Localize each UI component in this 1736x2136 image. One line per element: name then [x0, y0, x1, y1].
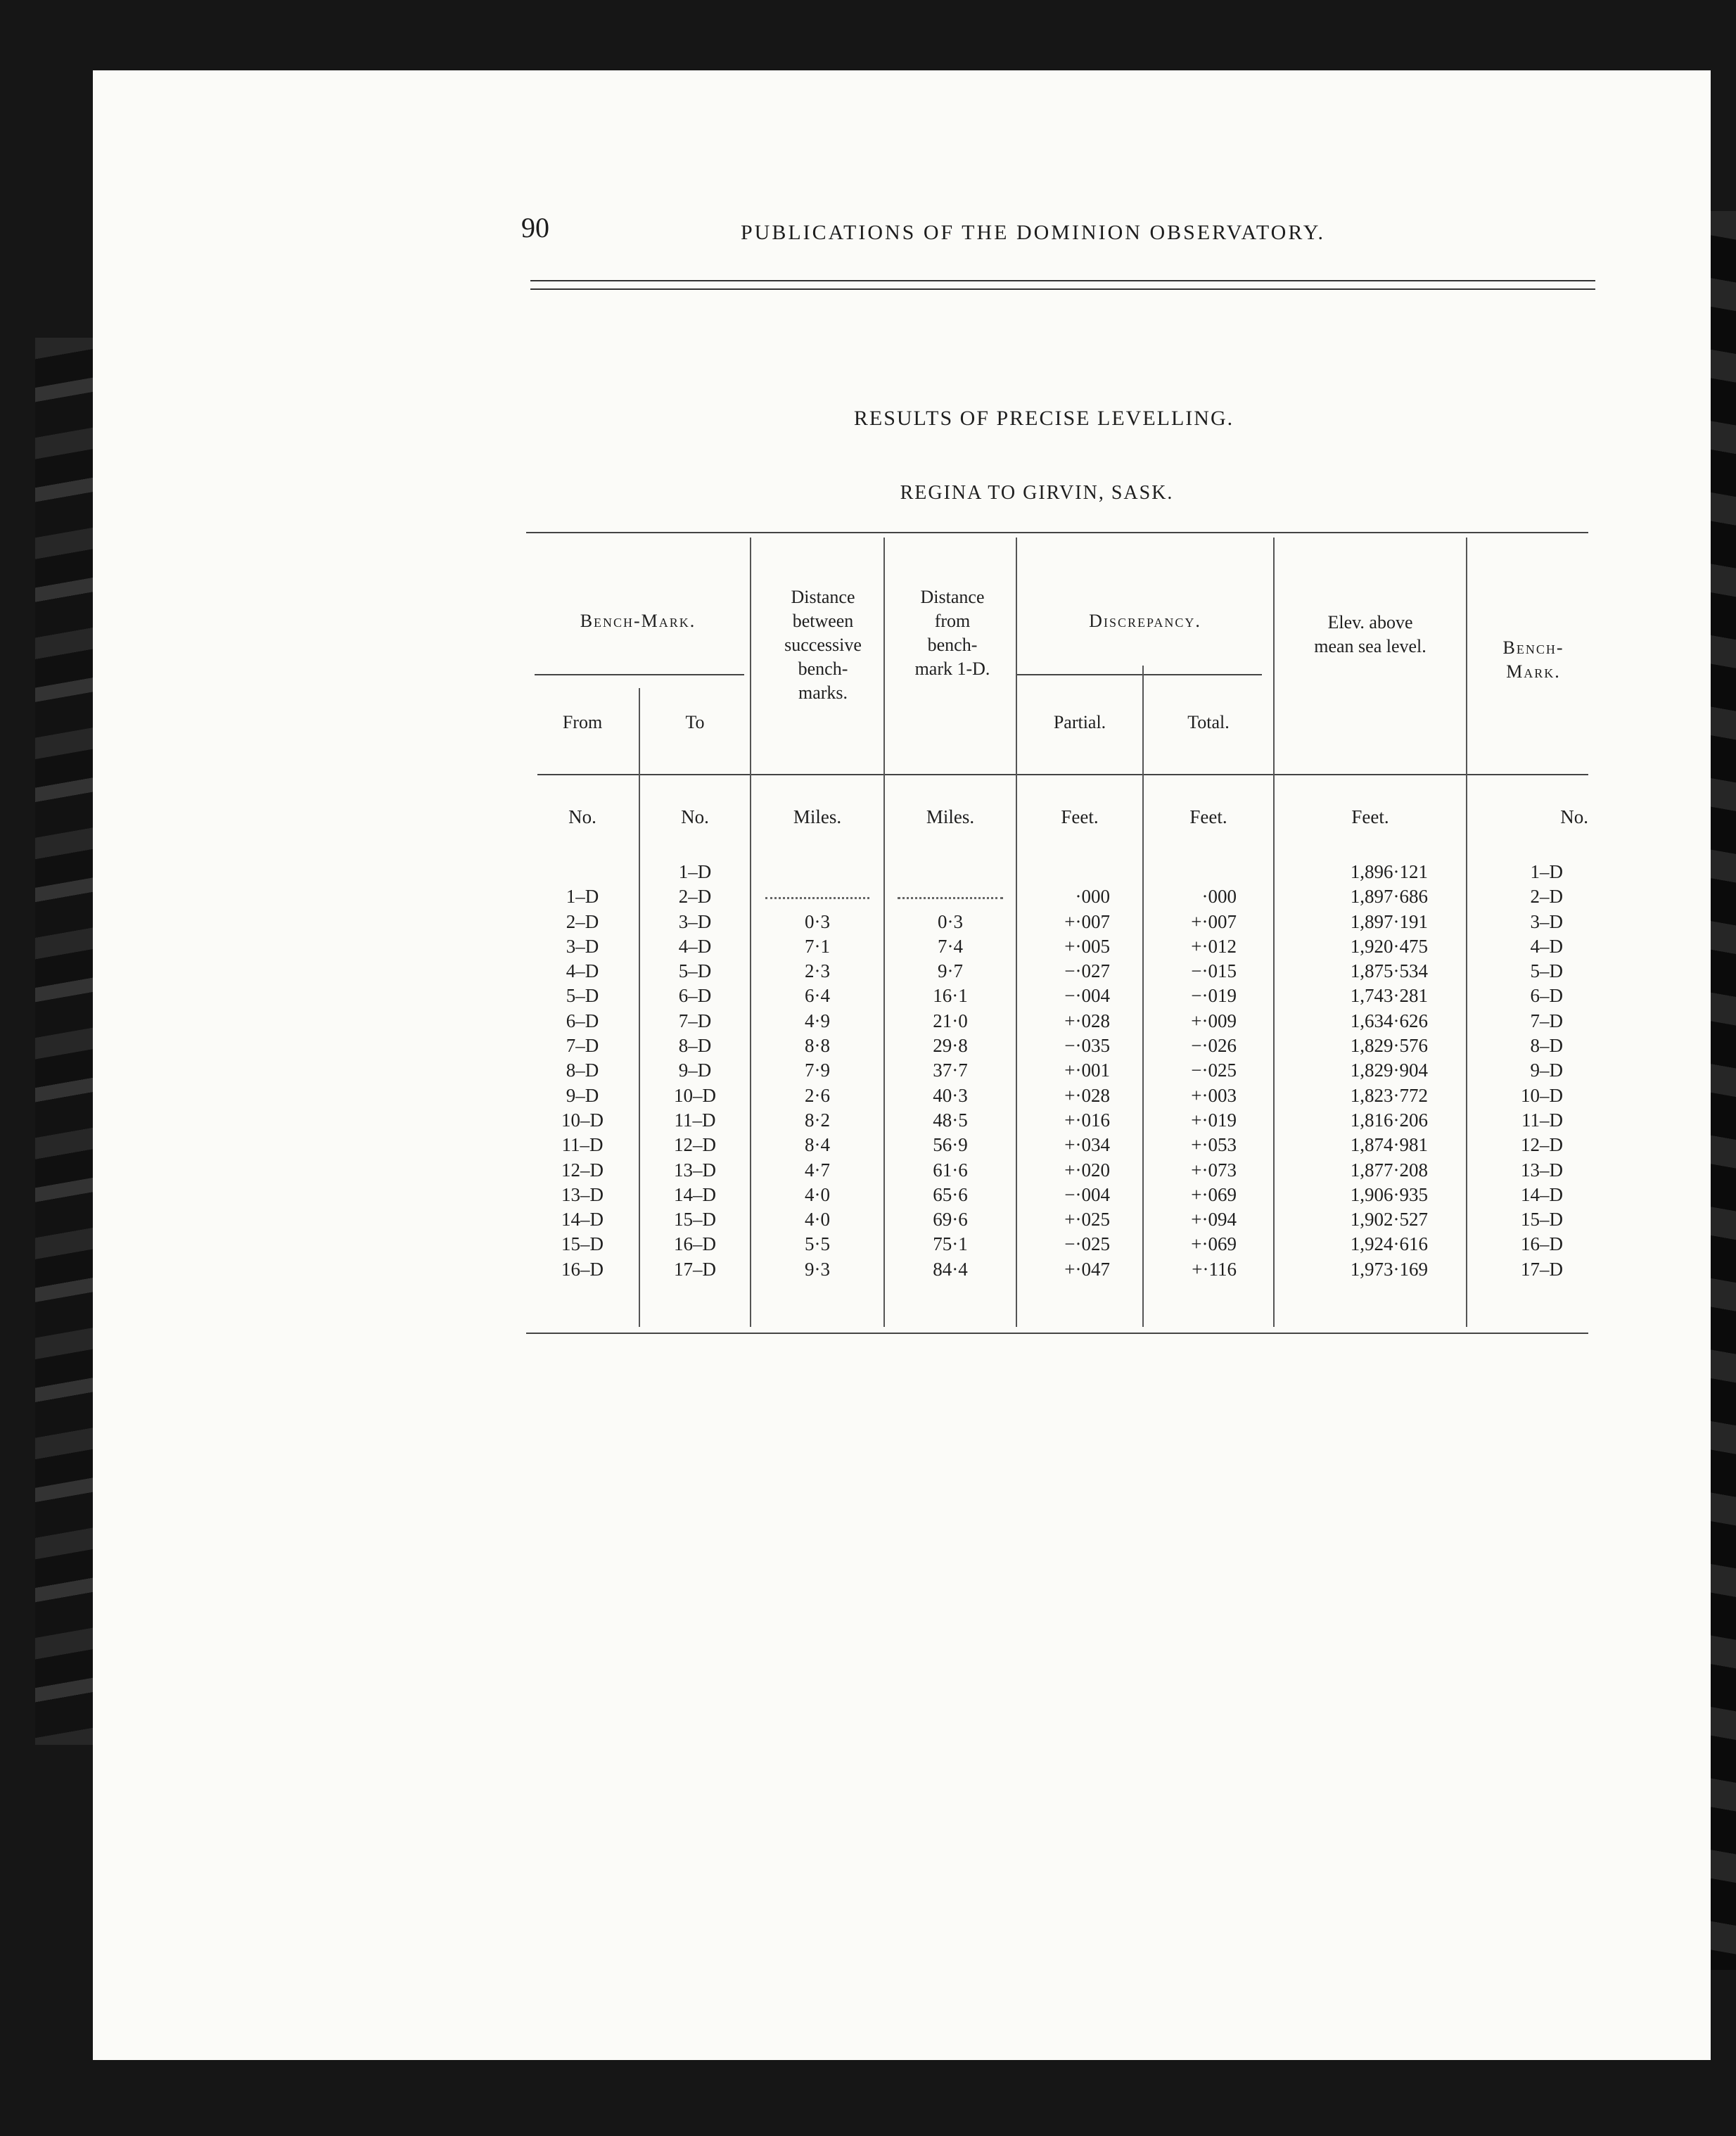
running-head — [521, 211, 1595, 253]
header-bench-mark-right: Bench-Mark. — [1502, 637, 1564, 682]
distance-from-cell: 48·5 — [933, 1109, 968, 1131]
bench-mark-cell: 8–D — [1530, 1035, 1563, 1057]
elevation-cell: 1,897·191 — [1350, 910, 1428, 932]
partial-cell: +·016 — [1064, 1109, 1110, 1131]
bench-mark-cell: 16–D — [1521, 1233, 1563, 1255]
bench-mark-cell: 10–D — [1521, 1084, 1563, 1106]
elevation-cell: 1,924·616 — [1350, 1233, 1428, 1255]
total-cell: +·053 — [1191, 1134, 1237, 1156]
distance-between-cell: 7·1 — [805, 935, 830, 957]
elevation-cell: 1,634·626 — [1350, 1010, 1428, 1031]
to-cell: 11–D — [674, 1109, 716, 1131]
table-subtitle: REGINA TO GIRVIN, SASK. — [900, 482, 1174, 504]
unit-partial: Feet. — [1061, 806, 1099, 827]
elevation-cell: 1,875·534 — [1350, 960, 1428, 982]
table-row — [526, 1133, 1588, 1157]
dotted-leader — [765, 897, 869, 899]
partial-cell: +·034 — [1064, 1134, 1110, 1156]
distance-from-cell: 16·1 — [933, 985, 968, 1007]
table-row — [526, 1232, 1588, 1257]
table-row — [526, 884, 1588, 909]
table-row — [526, 1158, 1588, 1183]
marbled-edge-left — [35, 338, 98, 1745]
table-row — [526, 1083, 1588, 1108]
header-bottom-rule — [537, 774, 1588, 775]
distance-between-cell: 8·8 — [805, 1035, 830, 1057]
from-cell: 10–D — [561, 1109, 604, 1131]
distance-between-cell: 7·9 — [805, 1060, 830, 1081]
table-row — [526, 1058, 1588, 1083]
bench-mark-cell: 9–D — [1530, 1060, 1563, 1081]
total-cell: −·019 — [1191, 985, 1237, 1007]
from-cell: 5–D — [566, 985, 599, 1007]
distance-from-cell: 7·4 — [938, 935, 963, 957]
from-cell: 2–D — [566, 910, 599, 932]
from-cell: 15–D — [561, 1233, 604, 1255]
distance-from-cell: 37·7 — [933, 1060, 968, 1081]
bench-mark-cell: 11–D — [1521, 1109, 1563, 1131]
unit-bench-mark: No. — [1560, 806, 1588, 827]
discrepancy-underline — [1017, 674, 1262, 675]
dotted-leader — [898, 897, 1003, 899]
bench-mark-cell: 6–D — [1530, 985, 1563, 1007]
elevation-cell: 1,829·904 — [1350, 1060, 1428, 1081]
total-cell: +·007 — [1191, 910, 1237, 932]
from-cell: 13–D — [561, 1183, 604, 1205]
table-title: RESULTS OF PRECISE LEVELLING. — [853, 407, 1234, 430]
table-row — [526, 1257, 1588, 1282]
to-cell: 14–D — [674, 1183, 716, 1205]
total-cell: +·069 — [1191, 1233, 1237, 1255]
from-cell: 3–D — [566, 935, 599, 957]
distance-from-cell: 65·6 — [933, 1183, 968, 1205]
elevation-cell: 1,877·208 — [1350, 1159, 1428, 1181]
total-cell: +·019 — [1191, 1109, 1237, 1131]
to-cell: 15–D — [674, 1209, 716, 1231]
table-row — [526, 910, 1588, 934]
bench-mark-cell: 3–D — [1530, 910, 1563, 932]
header-double-rule — [530, 280, 1595, 290]
distance-between-cell: 4·0 — [805, 1183, 830, 1205]
distance-from-cell: 40·3 — [933, 1084, 968, 1106]
from-cell: 7–D — [566, 1035, 599, 1057]
total-cell: +·069 — [1191, 1183, 1237, 1205]
to-cell: 4–D — [678, 935, 712, 957]
from-cell: 6–D — [566, 1010, 599, 1031]
header-total: Total. — [1187, 712, 1230, 732]
header-from: From — [562, 712, 603, 732]
distance-between-cell: 9·3 — [805, 1258, 830, 1280]
bench-mark-cell: 17–D — [1521, 1258, 1563, 1280]
unit-from: No. — [568, 806, 596, 827]
to-cell: 7–D — [678, 1010, 712, 1031]
distance-between-cell: 8·4 — [805, 1134, 830, 1156]
bench-mark-cell: 12–D — [1521, 1134, 1563, 1156]
partial-cell: ·000 — [1075, 886, 1110, 908]
distance-between-cell: 6·4 — [805, 985, 830, 1007]
elevation-cell: 1,816·206 — [1350, 1109, 1428, 1131]
total-cell: +·116 — [1192, 1258, 1237, 1280]
header-elevation: Elev. above mean sea level. — [1314, 612, 1427, 656]
to-cell: 6–D — [678, 985, 712, 1007]
journal-title: PUBLICATIONS OF THE DOMINION OBSERVATORY. — [741, 221, 1325, 244]
total-cell: −·025 — [1191, 1060, 1237, 1081]
table-bottom-rule — [526, 1333, 1588, 1334]
total-cell: +·009 — [1191, 1010, 1237, 1031]
distance-between-cell: 0·3 — [805, 910, 830, 932]
header-distance-between: Distance between successive bench-marks. — [784, 587, 862, 703]
unit-distance-from: Miles. — [926, 806, 975, 827]
to-cell: 1–D — [678, 861, 712, 882]
from-cell: 9–D — [566, 1084, 599, 1106]
table-row — [526, 984, 1588, 1008]
partial-cell: +·028 — [1064, 1010, 1110, 1031]
unit-elevation: Feet. — [1351, 806, 1389, 827]
table-row — [526, 1108, 1588, 1133]
from-cell: 14–D — [561, 1209, 604, 1231]
partial-cell: −·035 — [1064, 1035, 1110, 1057]
to-cell: 13–D — [674, 1159, 716, 1181]
to-cell: 17–D — [674, 1258, 716, 1280]
from-cell: 8–D — [566, 1060, 599, 1081]
total-cell: ·000 — [1201, 886, 1237, 908]
from-cell: 12–D — [561, 1159, 604, 1181]
distance-between-cell: 4·0 — [805, 1209, 830, 1231]
partial-cell: −·004 — [1064, 985, 1110, 1007]
to-cell: 5–D — [678, 960, 712, 982]
bench-mark-cell: 5–D — [1530, 960, 1563, 982]
to-cell: 2–D — [678, 886, 712, 908]
distance-between-cell: 4·9 — [805, 1010, 830, 1031]
partial-cell: +·028 — [1064, 1084, 1110, 1106]
bench-mark-cell: 13–D — [1521, 1159, 1563, 1181]
header-distance-from: Distance from bench-mark 1-D. — [914, 587, 990, 679]
distance-from-cell: 75·1 — [933, 1233, 968, 1255]
header-bench-mark: Bench-Mark. — [580, 611, 696, 631]
total-cell: +·012 — [1191, 935, 1237, 957]
distance-between-cell: 2·3 — [805, 960, 830, 982]
to-cell: 3–D — [678, 910, 712, 932]
distance-between-cell: 8·2 — [805, 1109, 830, 1131]
header-partial: Partial. — [1053, 712, 1106, 732]
distance-from-cell: 29·8 — [933, 1035, 968, 1057]
unit-to: No. — [681, 806, 709, 827]
partial-cell: −·027 — [1064, 960, 1110, 982]
table-row — [526, 860, 1588, 884]
total-cell: +·003 — [1191, 1084, 1237, 1106]
elevation-cell: 1,973·169 — [1350, 1258, 1428, 1280]
bench-mark-cell: 15–D — [1521, 1209, 1563, 1231]
table-body — [526, 860, 1588, 1282]
distance-from-cell: 56·9 — [933, 1134, 968, 1156]
table-row — [526, 959, 1588, 984]
header-to: To — [685, 712, 705, 732]
unit-distance-between: Miles. — [793, 806, 842, 827]
table-row — [526, 1183, 1588, 1207]
bench-mark-cell: 2–D — [1530, 886, 1563, 908]
table-top-rule — [526, 532, 1588, 533]
distance-from-cell: 69·6 — [933, 1209, 968, 1231]
distance-from-cell: 0·3 — [938, 910, 963, 932]
distance-from-cell: 84·4 — [933, 1258, 968, 1280]
bench-mark-cell: 7–D — [1530, 1010, 1563, 1031]
bench-mark-cell: 1–D — [1530, 861, 1563, 882]
partial-cell: +·025 — [1064, 1209, 1110, 1231]
bench-mark-cell: 4–D — [1530, 935, 1563, 957]
partial-cell: +·007 — [1064, 910, 1110, 932]
table-row — [526, 934, 1588, 959]
table-row — [526, 1207, 1588, 1232]
from-cell: 11–D — [561, 1134, 604, 1156]
from-cell: 4–D — [566, 960, 599, 982]
elevation-cell: 1,829·576 — [1350, 1035, 1428, 1057]
total-cell: +·094 — [1191, 1209, 1237, 1231]
total-cell: −·026 — [1191, 1035, 1237, 1057]
to-cell: 10–D — [674, 1084, 716, 1106]
elevation-cell: 1,902·527 — [1350, 1209, 1428, 1231]
partial-cell: +·020 — [1064, 1159, 1110, 1181]
elevation-cell: 1,906·935 — [1350, 1183, 1428, 1205]
table-row — [526, 1009, 1588, 1034]
marbled-edge-right — [1709, 211, 1736, 1970]
to-cell: 8–D — [678, 1035, 712, 1057]
header-discrepancy: Discrepancy. — [1089, 611, 1201, 631]
partial-cell: −·025 — [1064, 1233, 1110, 1255]
distance-between-cell: 4·7 — [805, 1159, 830, 1181]
elevation-cell: 1,743·281 — [1350, 985, 1428, 1007]
partial-cell: +·001 — [1064, 1060, 1110, 1081]
to-cell: 12–D — [674, 1134, 716, 1156]
distance-from-cell: 21·0 — [933, 1010, 968, 1031]
total-cell: +·073 — [1191, 1159, 1237, 1181]
elevation-cell: 1,823·772 — [1350, 1084, 1428, 1106]
to-cell: 9–D — [678, 1060, 712, 1081]
distance-from-cell: 9·7 — [938, 960, 963, 982]
table-row — [526, 1034, 1588, 1058]
partial-cell: +·005 — [1064, 935, 1110, 957]
to-cell: 16–D — [674, 1233, 716, 1255]
partial-cell: −·004 — [1064, 1183, 1110, 1205]
from-cell: 16–D — [561, 1258, 604, 1280]
distance-between-cell: 5·5 — [805, 1233, 830, 1255]
elevation-cell: 1,896·121 — [1350, 861, 1428, 882]
unit-total: Feet. — [1189, 806, 1227, 827]
levelling-table — [526, 532, 1588, 1334]
page-number: 90 — [521, 212, 549, 243]
partial-cell: +·047 — [1064, 1258, 1110, 1280]
elevation-cell: 1,897·686 — [1350, 886, 1428, 908]
bench-mark-underline — [535, 674, 744, 675]
distance-from-cell: 61·6 — [933, 1159, 968, 1181]
elevation-cell: 1,874·981 — [1350, 1134, 1428, 1156]
bench-mark-cell: 14–D — [1521, 1183, 1563, 1205]
total-cell: −·015 — [1191, 960, 1237, 982]
distance-between-cell: 2·6 — [805, 1084, 830, 1106]
elevation-cell: 1,920·475 — [1350, 935, 1428, 957]
from-cell: 1–D — [566, 886, 599, 908]
